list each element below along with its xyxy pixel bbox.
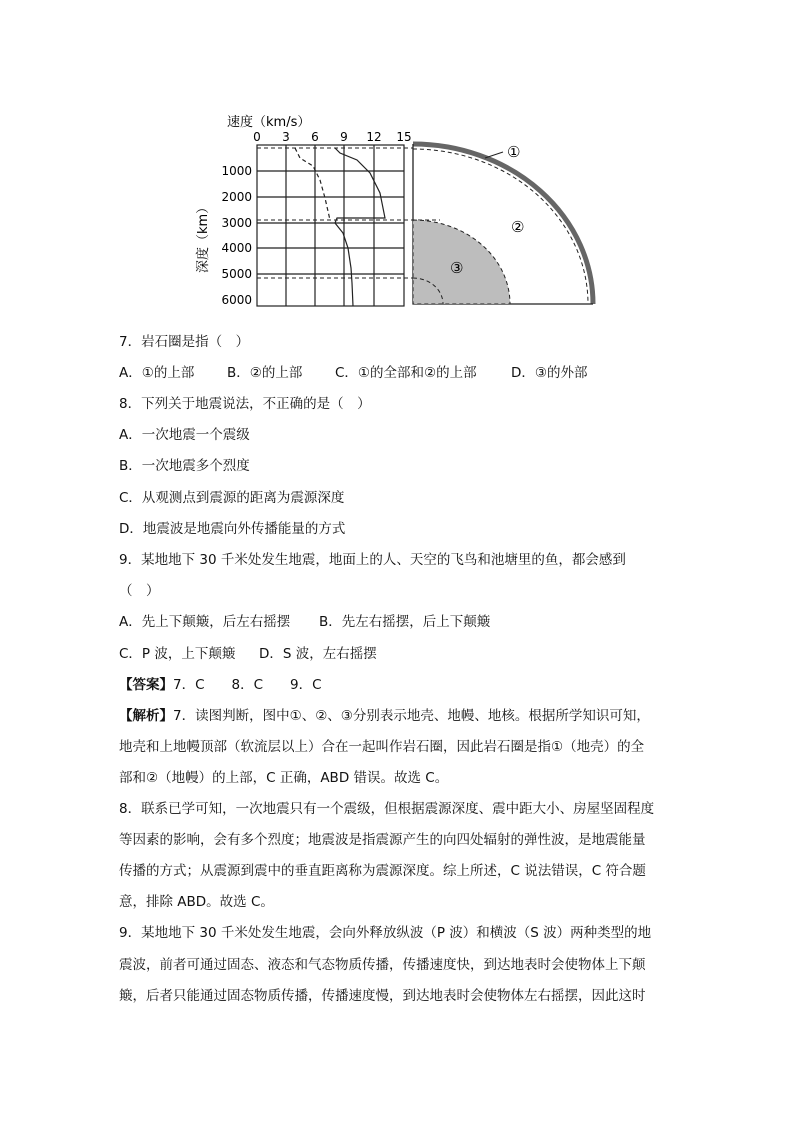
question-8-option-a: A．一次地震一个震级: [119, 427, 250, 443]
question-9-options-row1: [119, 613, 490, 631]
velocity-tick: 9: [340, 130, 348, 144]
depth-tick: 5000: [221, 267, 252, 281]
option-b: B．先左右摇摆，后上下颠簸: [319, 614, 491, 630]
question-9-stem: 9．某地地下 30 千米处发生地震，地面上的人、天空的飞鸟和池塘里的鱼，都会感到: [119, 552, 626, 568]
analysis-line: 震波，前者可通过固态、液态和气态物质传播，传播速度快，到达地表时会使物体上下颠: [119, 957, 646, 973]
question-7-options: [119, 364, 588, 382]
layer-label-core: ③: [450, 259, 464, 277]
depth-ticks: [221, 164, 252, 307]
depth-tick: 2000: [221, 190, 252, 204]
option-d: D．S 波，左右摇摆: [259, 646, 377, 662]
analysis-line: 部和②（地幔）的上部，C 正确，ABD 错误。故选 C。: [119, 770, 449, 786]
velocity-tick: 12: [366, 130, 382, 144]
question-8-option-c: C．从观测点到震源的距离为震源深度: [119, 490, 345, 506]
question-8-stem: 8．下列关于地震说法，不正确的是（ ）: [119, 396, 371, 412]
depth-tick: 6000: [221, 293, 252, 307]
option-d: D．③的外部: [511, 365, 588, 381]
analysis-tag: 【解析】: [119, 708, 173, 724]
velocity-tick: 15: [396, 130, 412, 144]
analysis-line: [119, 707, 650, 725]
option-c: C．①的全部和②的上部: [335, 365, 477, 381]
analysis-line: 地壳和上地幔顶部（软流层以上）合在一起叫作岩石圈，因此岩石圈是指①（地壳）的全: [119, 739, 645, 755]
velocity-axis-label: 速度（km/s）: [227, 115, 311, 130]
layer-label-crust: ①: [507, 143, 521, 161]
analysis-line: 9．某地地下 30 千米处发生地震，会向外释放纵波（P 波）和横波（S 波）两种类型的地: [119, 925, 652, 941]
question-9-stem-bracket: （ ）: [119, 583, 160, 599]
earth-section-diagram: [413, 143, 593, 304]
velocity-tick: 0: [253, 130, 261, 144]
question-7-stem: 7．岩石圈是指（ ）: [119, 334, 250, 350]
option-b: B．②的上部: [227, 365, 303, 381]
earth-structure-figure: [185, 108, 605, 313]
analysis-line: 等因素的影响，会有多个烈度；地震波是指震源产生的向四处辐射的弹性波，是地震能量: [119, 832, 646, 848]
velocity-tick: 6: [311, 130, 319, 144]
option-a: A．①的上部: [119, 365, 195, 381]
question-8-option-b: B．一次地震多个烈度: [119, 458, 250, 474]
analysis-text: 7．读图判断，图中①、②、③分别表示地壳、地幔、地核。根据所学知识可知，: [173, 708, 650, 724]
option-a: A．先上下颠簸，后左右摇摆: [119, 614, 291, 630]
question-8-option-d: D．地震波是地震向外传播能量的方式: [119, 521, 346, 537]
answer-line: [119, 676, 322, 694]
answer-tag: 【答案】: [119, 677, 173, 693]
analysis-line: 簸，后者只能通过固态物质传播，传播速度慢，到达地表时会使物体左右摇摆，因此这时: [119, 988, 646, 1004]
depth-tick: 1000: [221, 164, 252, 178]
analysis-line: 意，排除 ABD。故选 C。: [119, 894, 274, 910]
answer-text: 7．C 8．C 9．C: [173, 677, 322, 693]
analysis-line: 8．联系已学可知，一次地震只有一个震级，但根据震源深度、震中距大小、房屋坚固程度: [119, 801, 655, 817]
s-wave-curve: [295, 148, 330, 220]
velocity-tick: 3: [282, 130, 290, 144]
chart-grid: [257, 145, 404, 306]
depth-tick: 4000: [221, 241, 252, 255]
option-c: C．P 波，上下颠簸: [119, 646, 236, 662]
depth-axis-label: 深度（km）: [196, 200, 211, 273]
question-9-options-row2: [119, 645, 377, 663]
analysis-line: 传播的方式；从震源到震中的垂直距离称为震源深度。综上所述，C 说法错误，C 符合题: [119, 863, 646, 879]
depth-tick: 3000: [221, 216, 252, 230]
p-wave-curve: [335, 148, 385, 306]
layer-label-mantle: ②: [511, 218, 525, 236]
velocity-ticks: [253, 130, 411, 144]
